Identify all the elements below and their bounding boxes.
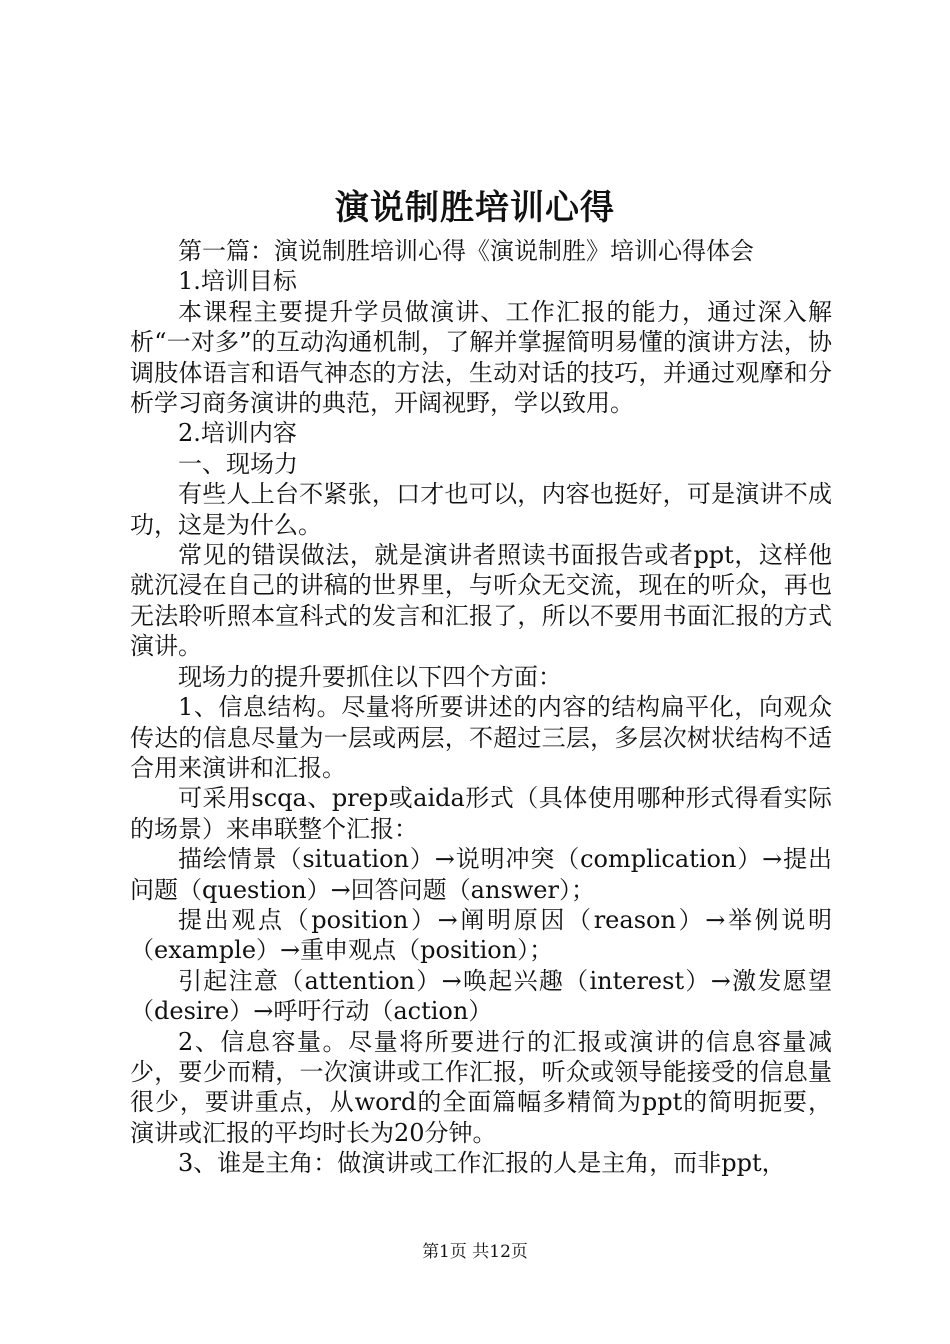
paragraph: 描绘情景（situation）→说明冲突（complication）→提出问题（question）→回答问题（answer）； (130, 845, 832, 904)
page-footer: 第1页 共12页 (422, 1242, 528, 1262)
paragraph: 一、现场力 (178, 449, 298, 478)
paragraph: 1.培训目标 (178, 267, 297, 296)
document-body (130, 236, 832, 1179)
paragraph: 现场力的提升要抓住以下四个方面： (178, 662, 562, 691)
paragraph: 本课程主要提升学员做演讲、工作汇报的能力，通过深入解析“一对多”的互动沟通机制，了解并掌握简明易懂的演讲方法，协调肢体语言和语气神态的方法，生动对话的技巧，并通过观摩和分析学习商务演讲的典范，开阔视野，学以致用。 (130, 297, 832, 418)
paragraph: 常见的错误做法，就是演讲者照读书面报告或者ppt，这样他就沉浸在自己的讲稿的世界里，与听众无交流，现在的听众，再也无法聆听照本宣科式的发言和汇报了，所以不要用书面汇报的方式演讲。 (130, 541, 832, 661)
paragraph: 可采用scqa、prep或aida形式（具体使用哪种形式得看实际的场景）来串联整个汇报： (130, 784, 832, 843)
paragraph: 2.培训内容 (178, 419, 297, 448)
paragraph: 引起注意（attention）→唤起兴趣（interest）→激发愿望（desire）→呼吁行动（action） (130, 966, 832, 1026)
paragraph: 第一篇：演说制胜培训心得《演说制胜》培训心得体会 (178, 237, 754, 265)
paragraph: 2、信息容量。尽量将所要进行的汇报或演讲的信息容量减少，要少而精，一次演讲或工作汇报，听众或领导能接受的信息量很少，要讲重点，从word的全面篇幅多精简为ppt的简明扼要，演讲或汇报的平均时长为20分钟。 (130, 1027, 832, 1147)
document-title: 演说制胜培训心得 (335, 188, 615, 228)
paragraph: 提出观点（position）→阐明原因（reason）→举例说明（example）→重申观点（position）； (130, 905, 832, 965)
paragraph: 1、信息结构。尽量将所要讲述的内容的结构扁平化，向观众传达的信息尽量为一层或两层，不超过三层，多层次树状结构不适合用来演讲和汇报。 (130, 693, 832, 782)
paragraph: 有些人上台不紧张，口才也可以，内容也挺好，可是演讲不成功，这是为什么。 (130, 480, 832, 539)
paragraph: 3、谁是主角：做演讲或工作汇报的人是主角，而非ppt， (178, 1149, 786, 1178)
